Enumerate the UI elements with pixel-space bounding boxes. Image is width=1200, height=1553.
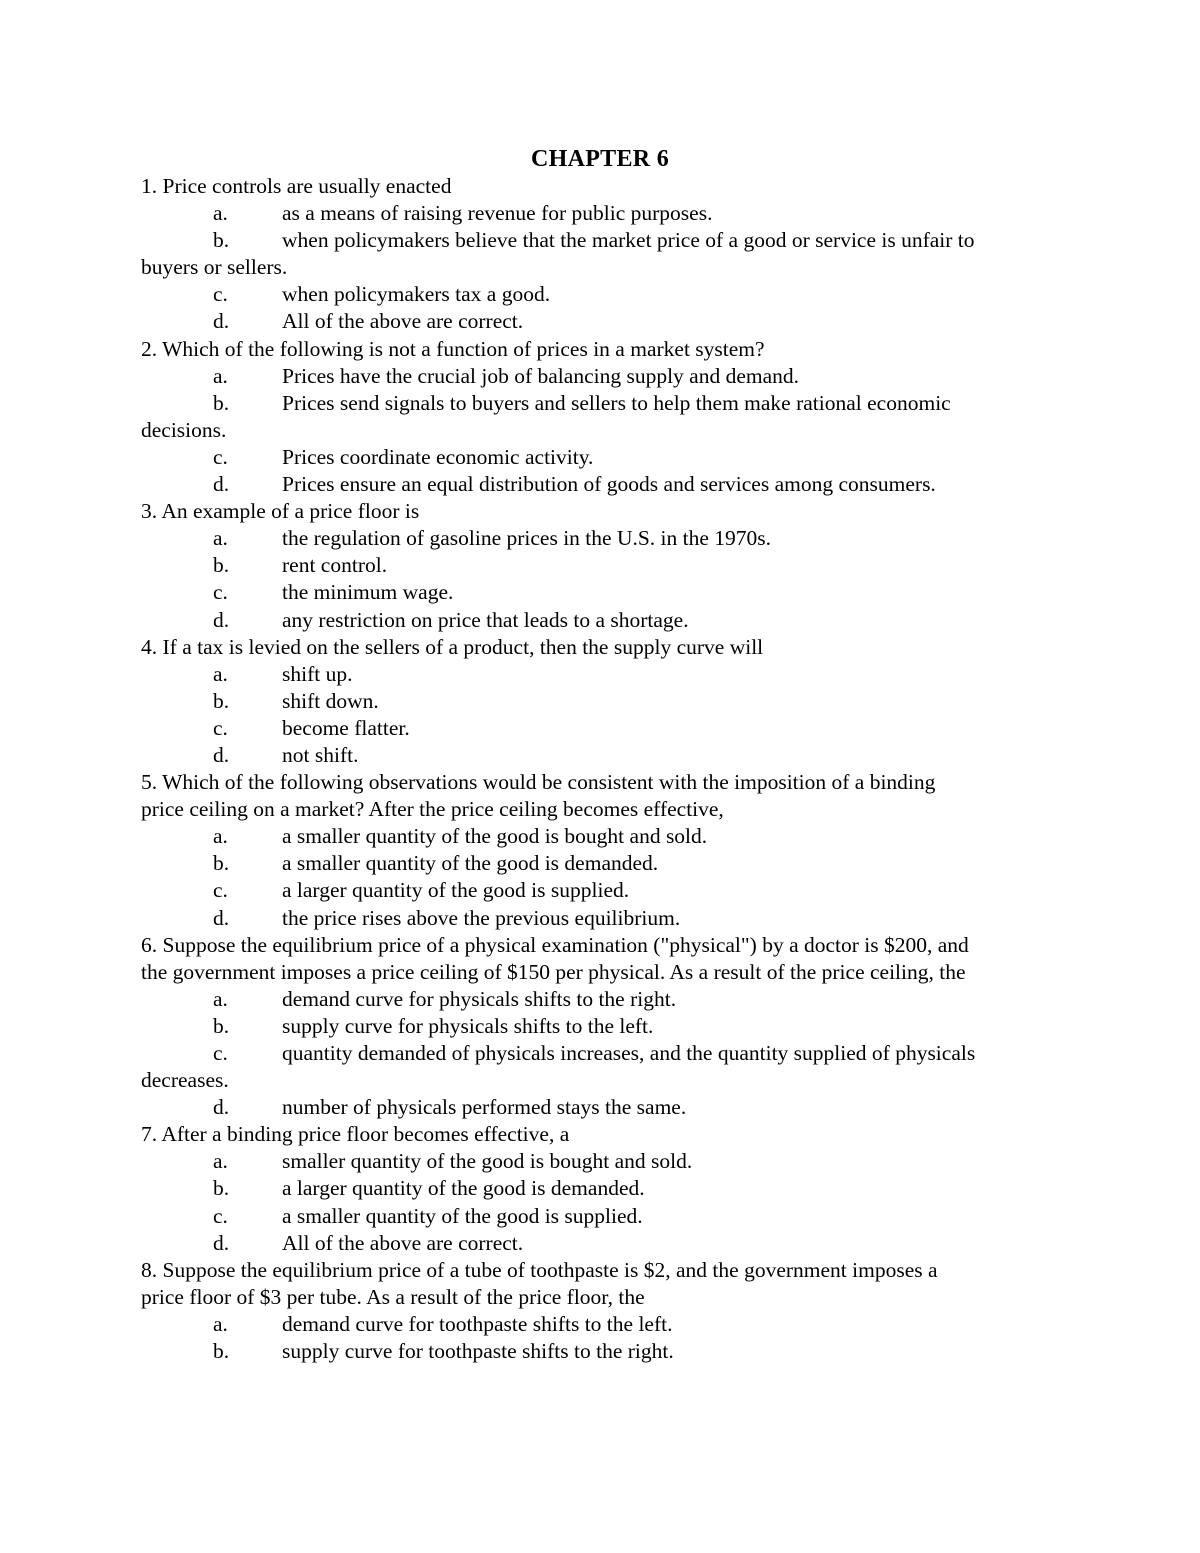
option-text-continuation: decisions. — [141, 417, 227, 442]
answer-option — [141, 1094, 1061, 1121]
option-letter: c. — [213, 444, 228, 469]
option-letter: b. — [213, 688, 230, 713]
question-stem-line: 6. Suppose the equilibrium price of a physical examination ("physical") by a doctor is $200, and — [141, 932, 969, 957]
option-letter: a. — [213, 986, 228, 1011]
answer-option — [141, 715, 1061, 742]
question-item — [141, 173, 1061, 336]
option-text: demand curve for toothpaste shifts to the left. — [282, 1311, 673, 1336]
answer-option — [141, 444, 1061, 471]
question-item — [141, 498, 1061, 633]
question-item — [141, 1257, 1061, 1365]
option-text: rent control. — [282, 553, 388, 578]
question-stem-line: 8. Suppose the equilibrium price of a tube of toothpaste is $2, and the government imposes a — [141, 1257, 938, 1282]
option-letter: a. — [213, 363, 228, 388]
option-text: as a means of raising revenue for public purposes. — [282, 201, 713, 226]
option-text: a smaller quantity of the good is supplied. — [282, 1203, 643, 1228]
answer-option — [141, 877, 1061, 904]
option-text: not shift. — [282, 742, 359, 767]
question-item — [141, 769, 1061, 932]
answer-option — [141, 742, 1061, 769]
option-text: smaller quantity of the good is bought and sold. — [282, 1149, 693, 1174]
option-letter: c. — [213, 580, 228, 605]
option-letter: d. — [213, 1230, 230, 1255]
chapter-title: CHAPTER 6 — [530, 146, 670, 172]
answer-option — [141, 281, 1061, 308]
option-letter: a. — [213, 526, 228, 551]
option-text: Prices have the crucial job of balancing supply and demand. — [282, 363, 800, 388]
option-text: when policymakers tax a good. — [282, 282, 551, 307]
option-text: Prices coordinate economic activity. — [282, 444, 594, 469]
answer-option — [141, 850, 1061, 877]
question-stem-line: 1. Price controls are usually enacted — [141, 174, 452, 198]
answer-option — [141, 688, 1061, 715]
option-letter: a. — [213, 824, 228, 849]
option-letter: b. — [213, 1176, 230, 1201]
answer-option — [141, 200, 1061, 227]
option-text: a larger quantity of the good is supplied. — [282, 878, 630, 903]
answer-option — [141, 661, 1061, 688]
answer-option — [141, 363, 1061, 390]
option-text: Prices ensure an equal distribution of goods and services among consumers. — [282, 472, 936, 497]
option-text: All of the above are correct. — [282, 309, 524, 334]
option-text: become flatter. — [282, 715, 410, 740]
option-text: a smaller quantity of the good is demanded. — [282, 851, 659, 876]
question-item — [141, 634, 1061, 769]
answer-option — [141, 905, 1061, 932]
option-letter: a. — [213, 661, 228, 686]
question-stem-line: 2. Which of the following is not a function of prices in a market system? — [141, 336, 765, 361]
option-text: supply curve for physicals shifts to the left. — [282, 1013, 654, 1038]
option-letter: c. — [213, 282, 228, 307]
answer-option — [141, 1203, 1061, 1230]
option-letter: b. — [213, 228, 230, 253]
option-text: the minimum wage. — [282, 580, 454, 605]
option-text: a smaller quantity of the good is bought and sold. — [282, 824, 708, 849]
question-stem-line: price ceiling on a market? After the price ceiling becomes effective, — [141, 797, 724, 822]
answer-option — [141, 1013, 1061, 1040]
option-letter: a. — [213, 1311, 228, 1336]
option-text: quantity demanded of physicals increases, and the quantity supplied of physicals — [282, 1041, 976, 1065]
option-text: the price rises above the previous equilibrium. — [282, 905, 681, 930]
question-stem-line: the government imposes a price ceiling of $150 per physical. As a result of the price ceiling, the — [141, 959, 966, 984]
answer-option — [141, 525, 1061, 552]
option-letter: c. — [213, 878, 228, 903]
answer-option — [141, 1175, 1061, 1202]
option-text: shift up. — [282, 661, 353, 686]
option-letter: b. — [213, 851, 230, 876]
option-letter: c. — [213, 1203, 228, 1228]
answer-option — [141, 823, 1061, 850]
option-text: shift down. — [282, 688, 379, 713]
answer-option — [141, 1040, 1061, 1067]
option-text: Prices send signals to buyers and sellers to help them make rational economic — [282, 390, 951, 415]
question-item — [141, 1121, 1061, 1256]
question-stem-line: price floor of $3 per tube. As a result of the price floor, the — [141, 1284, 645, 1309]
option-text: supply curve for toothpaste shifts to the right. — [282, 1339, 674, 1364]
answer-option — [141, 1148, 1061, 1175]
answer-option — [141, 1230, 1061, 1257]
option-letter: d. — [213, 472, 230, 497]
question-item — [141, 336, 1061, 499]
option-letter: c. — [213, 715, 228, 740]
option-letter: d. — [213, 309, 230, 334]
question-stem-line: 4. If a tax is levied on the sellers of a product, then the supply curve will — [141, 634, 764, 659]
option-letter: b. — [213, 1339, 230, 1364]
option-letter: d. — [213, 607, 230, 632]
answer-option — [141, 579, 1061, 606]
option-text: number of physicals performed stays the same. — [282, 1095, 687, 1120]
option-letter: a. — [213, 1149, 228, 1174]
question-stem-line: 3. An example of a price floor is — [141, 499, 420, 524]
answer-option — [141, 390, 1061, 417]
option-letter: d. — [213, 742, 230, 767]
answer-option — [141, 607, 1061, 634]
option-letter: b. — [213, 390, 230, 415]
option-letter: d. — [213, 905, 230, 930]
answer-option — [141, 227, 1061, 254]
option-text-continuation: decreases. — [141, 1068, 229, 1093]
option-text-continuation: buyers or sellers. — [141, 255, 288, 280]
option-text: any restriction on price that leads to a shortage. — [282, 607, 689, 632]
answer-option — [141, 552, 1061, 579]
answer-option — [141, 1338, 1061, 1365]
option-text: All of the above are correct. — [282, 1230, 524, 1255]
option-letter: c. — [213, 1041, 228, 1065]
question-item — [141, 932, 1061, 1122]
option-letter: b. — [213, 553, 230, 578]
answer-option — [141, 1311, 1061, 1338]
option-letter: d. — [213, 1095, 230, 1120]
question-list — [141, 173, 1061, 1365]
option-text: the regulation of gasoline prices in the U.S. in the 1970s. — [282, 526, 772, 551]
option-letter: b. — [213, 1013, 230, 1038]
answer-option — [141, 986, 1061, 1013]
option-text: a larger quantity of the good is demanded. — [282, 1176, 645, 1201]
option-text: demand curve for physicals shifts to the right. — [282, 986, 677, 1011]
question-stem-line: 7. After a binding price floor becomes effective, a — [141, 1122, 570, 1147]
answer-option — [141, 308, 1061, 335]
option-letter: a. — [213, 201, 228, 226]
answer-option — [141, 471, 1061, 498]
question-stem-line: 5. Which of the following observations would be consistent with the imposition of a binding — [141, 770, 936, 795]
option-text: when policymakers believe that the market price of a good or service is unfair to — [282, 228, 975, 253]
